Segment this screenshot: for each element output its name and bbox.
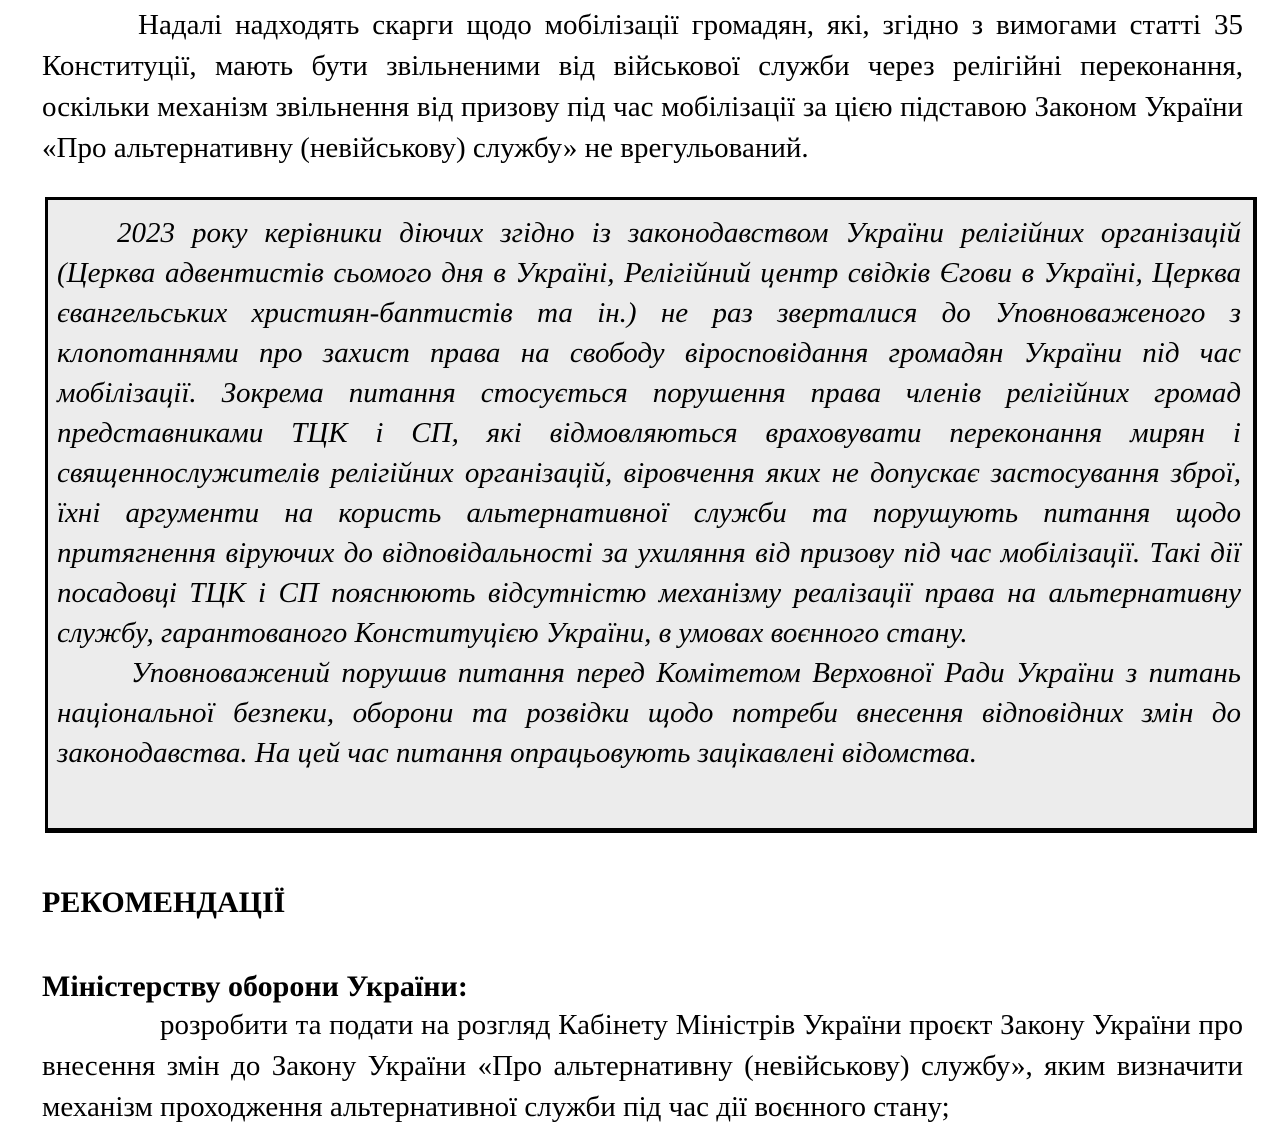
callout-paragraph-2: Уповноважений порушив питання перед Комітетом Верховної Ради України з питань національної безпеки, оборони та розвідки щодо потреби внесення відповідних змін до законодавства. На цей час питання опрацьовують зацікавлені відомства.	[57, 657, 1241, 769]
recommendations-heading: РЕКОМЕНДАЦІЇ	[42, 886, 286, 919]
ministry-heading: Міністерству оборони України:	[42, 970, 468, 1003]
intro-paragraph: Надалі надходять скарги щодо мобілізації громадян, які, згідно з вимогами статті 35 Конституції, мають бути звільненими від військової служби через релігійні переконання, оскільки механізм звільнення від призову під час мобілізації за цією підставою Законом України «Про альтернативну (невійськову) службу» не врегульований.	[42, 9, 1243, 164]
callout-box	[45, 197, 1257, 833]
callout-paragraph-1: 2023 року керівники діючих згідно із законодавством України релігійних організацій (Церква адвентистів сьомого дня в Україні, Релігійний центр свідків Єгови в Україні, Церква євангельських християн-баптистів та ін.) не раз зверталися до Уповноваженого з клопотаннями про захист права на свободу віросповідання громадян України під час мобілізації. Зокрема питання стосується порушення права членів релігійних громад представниками ТЦК і СП, які відмовляються враховувати переконання мирян і священнослужителів релігійних організацій, віровчення яких не допускає застосування зброї, їхні аргументи на користь альтернативної служби та порушують питання щодо притягнення віруючих до відповідальності за ухиляння від призову під час мобілізації. Такі дії посадовці ТЦК і СП пояснюють відсутністю механізму реалізації права на альтернативну службу, гарантованого Конституцією України, в умовах воєнного стану.	[57, 217, 1241, 649]
recommendation-paragraph: розробити та подати на розгляд Кабінету Міністрів України проєкт Закону України про внесення змін до Закону України «Про альтернативну (невійськову) службу», яким визначити механізм проходження альтернативної служби під час дії воєнного стану;	[42, 1009, 1243, 1123]
